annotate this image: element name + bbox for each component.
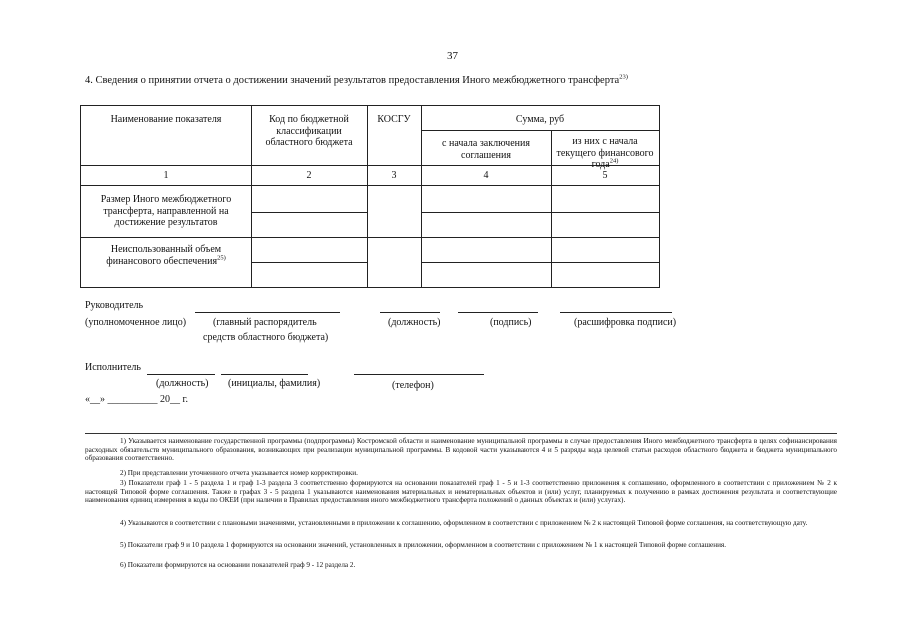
authorized-person-label: (уполномоченное лицо) (85, 317, 187, 328)
header-budget-code: Код по бюджетной классификации областного бюджета (265, 114, 353, 148)
column-number-1: 1 (163, 170, 169, 181)
row-label-unused-funding-text: Неиспользованный объем финансового обеспечения (106, 244, 222, 267)
header-kosgu: КОСГУ (377, 114, 411, 125)
section-title-footnote-ref: 23) (619, 73, 628, 81)
footnote-5: 5) Показатели граф 9 и 10 раздела 1 формируются на основании значений, установленных в приложении, оформленном в соответствии с приложением № 1 к настоящей Типовой форме соглашения. (120, 541, 727, 549)
header-sum-from-year-text: из них с начала текущего финансового года (556, 136, 654, 170)
header-sum-from-year-footnote-ref: 24) (609, 157, 619, 165)
executor-position-label: (должность) (156, 378, 209, 389)
main-manager-label-line2: средств областного бюджета) (203, 332, 329, 343)
footnote-1: 1) Указывается наименование государственной программы (подпрограммы) Костромской области и наименование муниципальной программы в случае предоставления Иного межбюджетного трансферта в целях софинансирования расходных обязательств муниципального образования, возникающих при реализации муниципальной программы. В кодовой части указываются 4 и 5 разряды кода целевой статьи расходов областного бюджета и бюджета муниципального образования соответственно. (85, 437, 837, 463)
position-label: (должность) (388, 317, 441, 328)
signature-decoding-label: (расшифровка подписи) (574, 317, 677, 328)
main-manager-label-line1: (главный распорядитель (213, 317, 317, 328)
footnote-6: 6) Показатели формируются на основании показателей граф 9 - 12 раздела 2. (120, 561, 356, 569)
column-number-5: 5 (602, 170, 608, 181)
section-title-text: 4. Сведения о принятии отчета о достижении значений результатов предоставления Иного межбюджетного трансферта (85, 75, 620, 86)
footnote-4: 4) Указываются в соответствии с плановыми значениями, установленными в приложении к соглашению, оформленном в соответствии с приложением № 2 к настоящей Типовой форме соглашения, на соответствующую дату. (120, 519, 808, 527)
column-number-4: 4 (483, 170, 489, 181)
footnote-3: 3) Показатели граф 1 - 5 раздела 1 и граф 1-3 раздела 3 соответственно формируются на основании показателей граф 1 - 5 и 1-3 соответственно приложения к соглашению, оформленного в соответствии с приложением № 2 к настоящей Типовой форме соглашения. Также в графах 3 - 5 раздела 1 указываются наименования материальных и нематериальных объектов и (или) услуг, планируемых к получению в рамках достижения результата и соответствующие наименования единиц измерения в коды по ОКЕИ (при наличии в Правилах предоставления иного межбюджетного трансферта положений о данных объектах и (или) услугах). (85, 479, 837, 505)
header-sum-from-year (555, 136, 655, 171)
page-number: 37 (447, 50, 458, 62)
footnote-divider (85, 433, 837, 434)
date-line: «__» __________ 20__ г. (85, 394, 188, 405)
row-label-unused-funding (91, 244, 241, 267)
head-label: Руководитель (85, 300, 144, 311)
phone-label: (телефон) (392, 380, 434, 391)
row-label-transfer-amount (91, 194, 241, 229)
section-title (85, 75, 628, 86)
header-sum-from-agreement: с начала заключения соглашения (442, 138, 530, 161)
executor-name-label: (инициалы, фамилия) (228, 378, 321, 389)
executor-label: Исполнитель (85, 362, 141, 373)
results-table (80, 105, 660, 288)
signature-label: (подпись) (490, 317, 532, 328)
column-number-2: 2 (306, 170, 312, 181)
footnote-2: 2) При представлении уточненного отчета указывается номер корректировки. (120, 469, 358, 477)
header-sum: Сумма, руб (515, 114, 565, 125)
header-indicator-name: Наименование показателя (110, 114, 222, 125)
row-label-transfer-amount-text: Размер Иного межбюджетного трансферта, направленной на достижение результатов (100, 194, 232, 228)
row-label-unused-funding-footnote-ref: 25) (217, 254, 226, 262)
column-number-3: 3 (391, 170, 397, 181)
